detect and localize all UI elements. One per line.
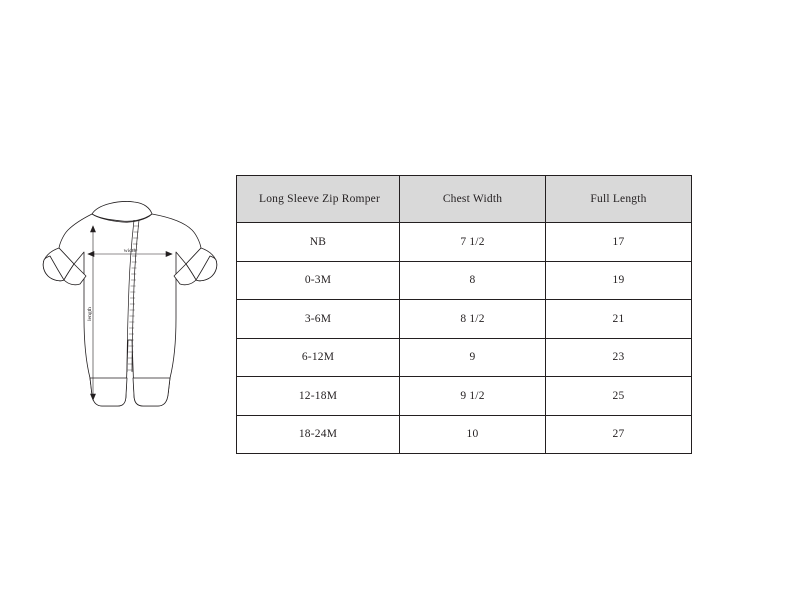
cell-chest-width: 7 1/2 [400, 223, 546, 262]
cell-full-length: 21 [546, 300, 692, 339]
width-label: width [123, 248, 137, 254]
cell-chest-width: 9 [400, 338, 546, 377]
table-row [237, 377, 692, 416]
table-row [237, 300, 692, 339]
cell-chest-width: 10 [400, 415, 546, 454]
column-header-product: Long Sleeve Zip Romper [237, 176, 400, 223]
cell-chest-width: 9 1/2 [400, 377, 546, 416]
cell-chest-width: 8 1/2 [400, 300, 546, 339]
cell-full-length: 23 [546, 338, 692, 377]
cell-chest-width: 8 [400, 261, 546, 300]
cell-size: 6-12M [237, 338, 400, 377]
cell-size: 12-18M [237, 377, 400, 416]
cell-full-length: 19 [546, 261, 692, 300]
cell-full-length: 25 [546, 377, 692, 416]
table-row [237, 415, 692, 454]
length-label: length [87, 307, 93, 321]
cell-size: NB [237, 223, 400, 262]
cell-full-length: 17 [546, 223, 692, 262]
column-header-chest-width: Chest Width [400, 176, 546, 223]
table-row [237, 223, 692, 262]
cell-full-length: 27 [546, 415, 692, 454]
cell-size: 3-6M [237, 300, 400, 339]
size-chart-table [236, 175, 692, 454]
table-header-row [237, 176, 692, 223]
table-row [237, 261, 692, 300]
table-row [237, 338, 692, 377]
cell-size: 18-24M [237, 415, 400, 454]
column-header-full-length: Full Length [546, 176, 692, 223]
garment-illustration [40, 190, 225, 430]
cell-size: 0-3M [237, 261, 400, 300]
